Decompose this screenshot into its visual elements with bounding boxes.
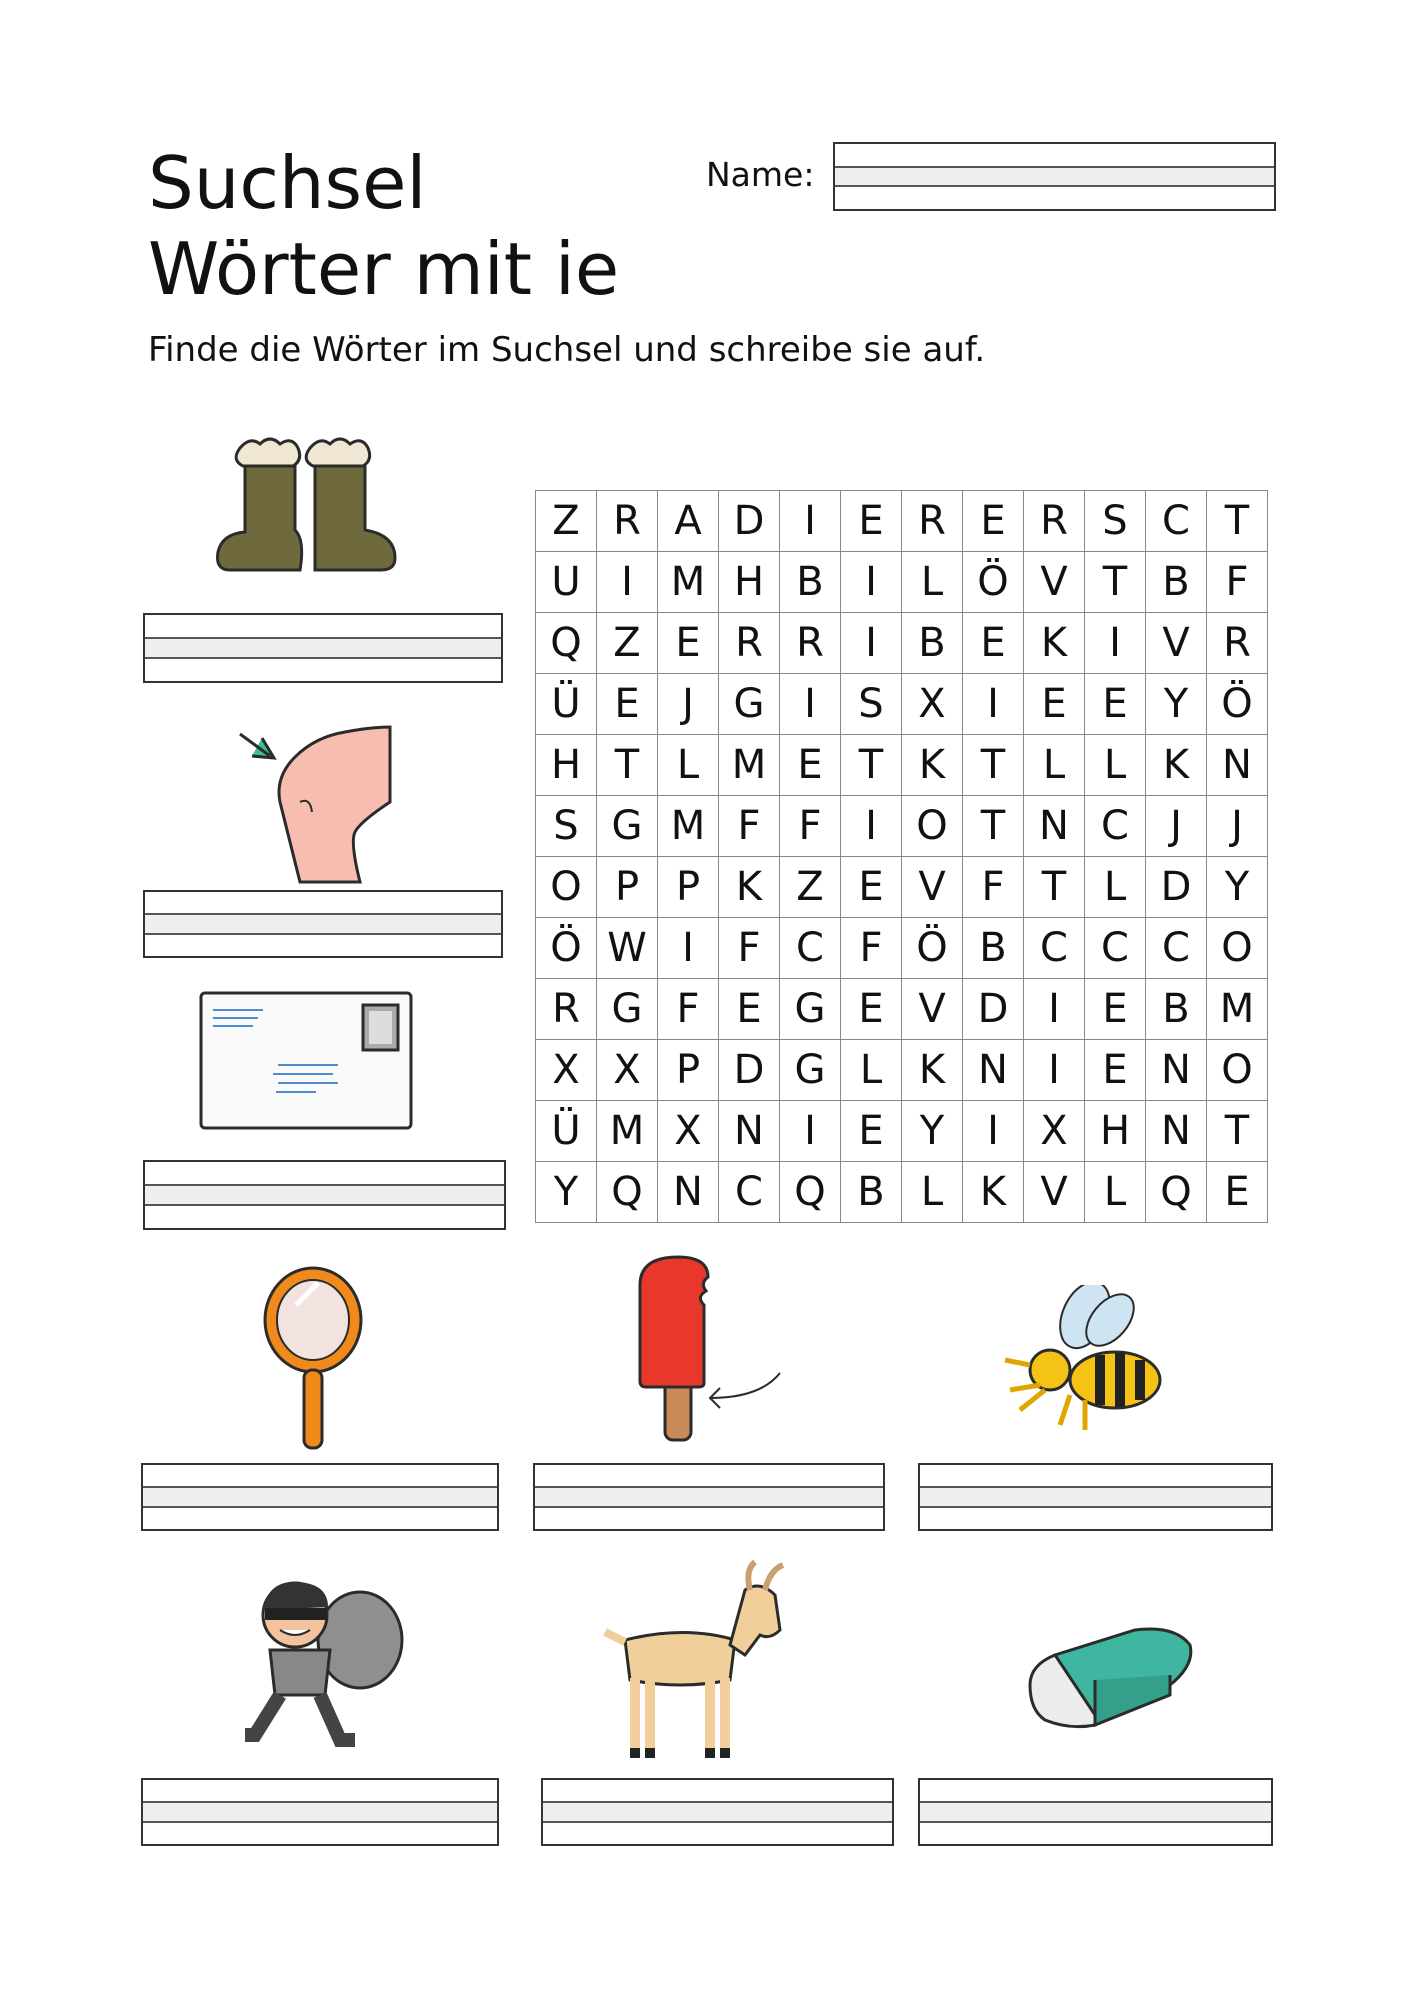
grid-cell[interactable]: F <box>719 918 780 979</box>
grid-cell[interactable]: G <box>780 979 841 1040</box>
title-line-1: Suchsel <box>148 141 427 225</box>
grid-cell[interactable]: S <box>1085 491 1146 552</box>
grid-cell[interactable]: E <box>1207 1162 1268 1223</box>
grid-cell[interactable]: I <box>963 674 1024 735</box>
grid-cell[interactable]: T <box>963 796 1024 857</box>
grid-cell[interactable]: Z <box>597 613 658 674</box>
grid-row <box>536 857 1268 918</box>
grid-cell[interactable]: X <box>658 1101 719 1162</box>
grid-cell[interactable]: H <box>1085 1101 1146 1162</box>
grid-cell[interactable]: O <box>1207 1040 1268 1101</box>
grid-cell[interactable]: F <box>780 796 841 857</box>
grid-cell[interactable]: B <box>902 613 963 674</box>
grid-cell[interactable]: C <box>780 918 841 979</box>
grid-cell[interactable]: I <box>780 491 841 552</box>
grid-cell[interactable]: A <box>658 491 719 552</box>
grid-cell[interactable]: W <box>597 918 658 979</box>
grid-cell[interactable]: L <box>841 1040 902 1101</box>
grid-cell[interactable]: E <box>841 979 902 1040</box>
grid-row <box>536 1162 1268 1223</box>
grid-cell[interactable]: T <box>1207 1101 1268 1162</box>
answer-line-eraser[interactable] <box>918 1778 1273 1846</box>
grid-cell[interactable]: Y <box>902 1101 963 1162</box>
grid-cell[interactable]: L <box>902 1162 963 1223</box>
grid-cell[interactable]: Ö <box>963 552 1024 613</box>
grid-cell[interactable]: B <box>841 1162 902 1223</box>
grid-cell[interactable]: C <box>1024 918 1085 979</box>
grid-cell[interactable]: I <box>658 918 719 979</box>
grid-cell[interactable]: I <box>1024 1040 1085 1101</box>
grid-cell[interactable]: K <box>719 857 780 918</box>
grid-cell[interactable]: G <box>719 674 780 735</box>
grid-cell[interactable]: I <box>841 796 902 857</box>
instruction-text: Finde die Wörter im Suchsel und schreibe sie auf. <box>148 330 986 370</box>
grid-cell[interactable]: F <box>1207 552 1268 613</box>
grid-cell[interactable]: V <box>1024 552 1085 613</box>
grid-row <box>536 1101 1268 1162</box>
grid-cell[interactable]: I <box>597 552 658 613</box>
grid-cell[interactable]: K <box>963 1162 1024 1223</box>
grid-cell[interactable]: L <box>1085 735 1146 796</box>
grid-cell[interactable]: I <box>1024 979 1085 1040</box>
grid-row <box>536 796 1268 857</box>
grid-cell[interactable]: O <box>902 796 963 857</box>
grid-cell[interactable]: Y <box>1146 674 1207 735</box>
grid-cell[interactable]: Ö <box>536 918 597 979</box>
grid-cell[interactable]: X <box>1024 1101 1085 1162</box>
grid-cell[interactable]: E <box>1085 979 1146 1040</box>
grid-cell[interactable]: D <box>963 979 1024 1040</box>
popsicle-icon <box>630 1255 790 1445</box>
grid-row <box>536 918 1268 979</box>
grid-cell[interactable]: B <box>1146 979 1207 1040</box>
grid-cell[interactable]: J <box>1146 796 1207 857</box>
grid-cell[interactable]: E <box>719 979 780 1040</box>
grid-cell[interactable]: V <box>902 857 963 918</box>
grid-cell[interactable]: Z <box>536 491 597 552</box>
grid-cell[interactable]: T <box>1024 857 1085 918</box>
grid-cell[interactable]: T <box>841 735 902 796</box>
eraser-icon <box>1025 1625 1195 1735</box>
answer-line-bee[interactable] <box>918 1463 1273 1531</box>
grid-cell[interactable]: O <box>1207 918 1268 979</box>
grid-cell[interactable]: E <box>597 674 658 735</box>
grid-cell[interactable]: C <box>719 1162 780 1223</box>
grid-cell[interactable]: E <box>780 735 841 796</box>
grid-cell[interactable]: P <box>658 1040 719 1101</box>
grid-cell[interactable]: M <box>597 1101 658 1162</box>
grid-row <box>536 552 1268 613</box>
grid-cell[interactable]: L <box>658 735 719 796</box>
grid-cell[interactable]: N <box>1024 796 1085 857</box>
grid-cell[interactable]: V <box>1024 1162 1085 1223</box>
grid-cell[interactable]: Q <box>536 613 597 674</box>
grid-cell[interactable]: L <box>1085 857 1146 918</box>
grid-cell[interactable]: E <box>841 491 902 552</box>
name-label: Name: <box>706 155 815 194</box>
grid-cell[interactable]: T <box>597 735 658 796</box>
grid-cell[interactable]: L <box>1085 1162 1146 1223</box>
grid-cell[interactable]: C <box>1146 918 1207 979</box>
grid-cell[interactable]: C <box>1146 491 1207 552</box>
grid-cell[interactable]: N <box>1207 735 1268 796</box>
bee-icon <box>1000 1285 1170 1435</box>
answer-line-boots[interactable] <box>143 613 503 683</box>
grid-cell[interactable]: R <box>597 491 658 552</box>
grid-cell[interactable]: S <box>536 796 597 857</box>
grid-cell[interactable]: E <box>1085 1040 1146 1101</box>
grid-cell[interactable]: V <box>902 979 963 1040</box>
grid-cell[interactable]: C <box>1085 796 1146 857</box>
goat-icon <box>595 1560 795 1770</box>
grid-cell[interactable]: N <box>719 1101 780 1162</box>
grid-row <box>536 491 1268 552</box>
grid-cell[interactable]: M <box>658 552 719 613</box>
grid-cell[interactable]: M <box>1207 979 1268 1040</box>
grid-cell[interactable]: K <box>1146 735 1207 796</box>
answer-line-thief[interactable] <box>141 1778 499 1846</box>
grid-cell[interactable]: I <box>780 1101 841 1162</box>
grid-cell[interactable]: K <box>902 1040 963 1101</box>
letter-icon <box>198 990 416 1135</box>
grid-cell[interactable]: J <box>1207 796 1268 857</box>
knee-icon <box>230 722 400 887</box>
title-line-2: Wörter mit ie <box>148 227 620 311</box>
grid-cell[interactable]: Ö <box>1207 674 1268 735</box>
grid-cell[interactable]: E <box>963 491 1024 552</box>
word-search-grid <box>535 490 1268 1223</box>
grid-cell[interactable]: P <box>658 857 719 918</box>
grid-cell[interactable]: H <box>719 552 780 613</box>
grid-cell[interactable]: C <box>1085 918 1146 979</box>
grid-cell[interactable]: R <box>902 491 963 552</box>
grid-cell[interactable]: D <box>719 1040 780 1101</box>
grid-cell[interactable]: G <box>597 796 658 857</box>
grid-cell[interactable]: N <box>658 1162 719 1223</box>
grid-cell[interactable]: S <box>841 674 902 735</box>
grid-cell[interactable]: Y <box>536 1162 597 1223</box>
grid-cell[interactable]: M <box>658 796 719 857</box>
grid-cell[interactable]: U <box>536 552 597 613</box>
grid-cell[interactable]: E <box>841 857 902 918</box>
grid-cell[interactable]: N <box>1146 1101 1207 1162</box>
grid-cell[interactable]: Y <box>1207 857 1268 918</box>
grid-row <box>536 1040 1268 1101</box>
grid-cell[interactable]: Z <box>780 857 841 918</box>
grid-cell[interactable]: R <box>1207 613 1268 674</box>
grid-cell[interactable]: E <box>841 1101 902 1162</box>
grid-cell[interactable]: X <box>597 1040 658 1101</box>
grid-cell[interactable]: B <box>1146 552 1207 613</box>
grid-cell[interactable]: Q <box>1146 1162 1207 1223</box>
grid-cell[interactable]: T <box>1085 552 1146 613</box>
answer-line-knee[interactable] <box>143 890 503 958</box>
grid-cell[interactable]: R <box>1024 491 1085 552</box>
grid-cell[interactable]: B <box>780 552 841 613</box>
grid-cell[interactable]: E <box>1024 674 1085 735</box>
grid-cell[interactable]: B <box>963 918 1024 979</box>
grid-cell[interactable]: P <box>597 857 658 918</box>
grid-cell[interactable]: E <box>658 613 719 674</box>
grid-row <box>536 979 1268 1040</box>
grid-cell[interactable]: Q <box>780 1162 841 1223</box>
grid-row <box>536 613 1268 674</box>
grid-cell[interactable]: R <box>719 613 780 674</box>
grid-row <box>536 735 1268 796</box>
grid-cell[interactable]: Q <box>597 1162 658 1223</box>
grid-cell[interactable]: K <box>902 735 963 796</box>
grid-cell[interactable]: D <box>1146 857 1207 918</box>
grid-cell[interactable]: I <box>780 674 841 735</box>
answer-line-letter[interactable] <box>143 1160 506 1230</box>
grid-cell[interactable]: G <box>597 979 658 1040</box>
grid-cell[interactable]: F <box>963 857 1024 918</box>
grid-cell[interactable]: G <box>780 1040 841 1101</box>
grid-cell[interactable]: O <box>536 857 597 918</box>
grid-cell[interactable]: L <box>1024 735 1085 796</box>
grid-cell[interactable]: H <box>536 735 597 796</box>
grid-cell[interactable]: T <box>963 735 1024 796</box>
grid-cell[interactable]: I <box>1085 613 1146 674</box>
name-field[interactable] <box>833 142 1276 211</box>
grid-cell[interactable]: I <box>841 552 902 613</box>
grid-row <box>536 674 1268 735</box>
grid-cell[interactable]: E <box>1085 674 1146 735</box>
grid-cell[interactable]: X <box>902 674 963 735</box>
answer-line-mirror[interactable] <box>141 1463 499 1531</box>
answer-line-popsicle[interactable] <box>533 1463 885 1531</box>
grid-cell[interactable]: M <box>719 735 780 796</box>
grid-cell[interactable]: T <box>1207 491 1268 552</box>
page-title <box>148 140 619 312</box>
thief-icon <box>225 1570 410 1760</box>
grid-cell[interactable]: E <box>963 613 1024 674</box>
grid-cell[interactable]: J <box>658 674 719 735</box>
grid-cell[interactable]: X <box>536 1040 597 1101</box>
grid-cell[interactable]: Ü <box>536 674 597 735</box>
grid-cell[interactable]: I <box>841 613 902 674</box>
grid-cell[interactable]: L <box>902 552 963 613</box>
boots-icon <box>215 430 400 585</box>
grid-cell[interactable]: I <box>963 1101 1024 1162</box>
grid-cell[interactable]: Ö <box>902 918 963 979</box>
grid-cell[interactable]: V <box>1146 613 1207 674</box>
grid-cell[interactable]: N <box>1146 1040 1207 1101</box>
grid-cell[interactable]: F <box>658 979 719 1040</box>
grid-cell[interactable]: D <box>719 491 780 552</box>
grid-cell[interactable]: Ü <box>536 1101 597 1162</box>
grid-cell[interactable]: R <box>536 979 597 1040</box>
answer-line-goat[interactable] <box>541 1778 894 1846</box>
mirror-icon <box>258 1265 368 1455</box>
grid-cell[interactable]: N <box>963 1040 1024 1101</box>
grid-cell[interactable]: K <box>1024 613 1085 674</box>
grid-cell[interactable]: F <box>719 796 780 857</box>
grid-cell[interactable]: R <box>780 613 841 674</box>
grid-cell[interactable]: F <box>841 918 902 979</box>
